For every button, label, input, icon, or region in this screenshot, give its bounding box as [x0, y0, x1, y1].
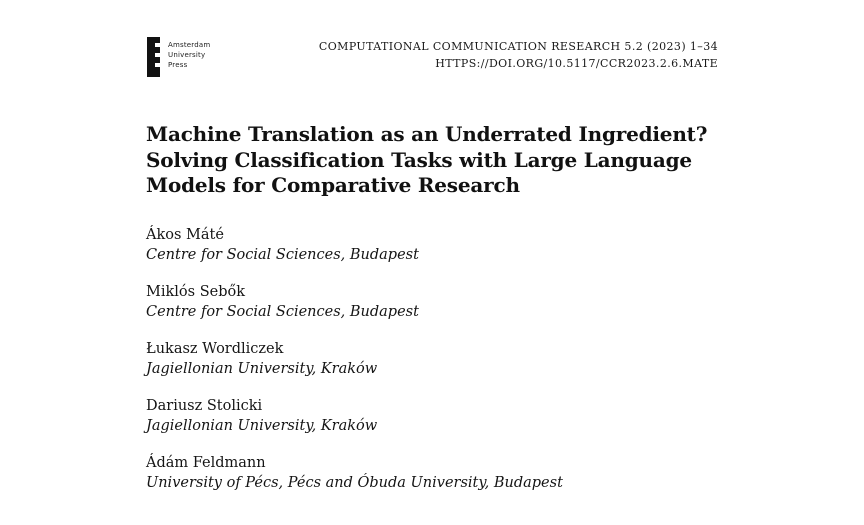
- author-list: [146, 225, 746, 510]
- author-affiliation: University of Pécs, Pécs and Óbuda University, Budapest: [146, 475, 563, 491]
- author-name: Miklós Sebők: [146, 284, 246, 300]
- title-line: Models for Comparative Research: [146, 173, 520, 197]
- author-name: Łukasz Wordliczek: [146, 341, 284, 357]
- publisher-line: University: [168, 51, 206, 59]
- publisher-line: Press: [168, 61, 188, 69]
- author-affiliation: Jagiellonian University, Kraków: [146, 418, 378, 434]
- publisher-logo: [147, 37, 210, 77]
- author-affiliation: Jagiellonian University, Kraków: [146, 361, 378, 377]
- author-entry: [146, 225, 746, 265]
- publisher-line: Amsterdam: [168, 41, 211, 49]
- author-name: Ákos Máté: [146, 227, 224, 243]
- paper-title: [146, 122, 746, 199]
- journal-header: [319, 38, 718, 72]
- author-affiliation: Centre for Social Sciences, Budapest: [146, 304, 419, 320]
- author-entry: [146, 339, 746, 379]
- author-entry: [146, 396, 746, 436]
- author-name: Dariusz Stolicki: [146, 398, 263, 414]
- title-line: Solving Classification Tasks with Large Language: [146, 147, 692, 172]
- journal-citation: COMPUTATIONAL COMMUNICATION RESEARCH 5.2 (2023) 1–34: [318, 40, 718, 53]
- author-affiliation: Centre for Social Sciences, Budapest: [146, 247, 419, 263]
- author-entry: [146, 282, 746, 322]
- author-entry: [146, 453, 746, 493]
- doi-link[interactable]: HTTPS://DOI.ORG/10.5117/CCR2023.2.6.MATE: [435, 57, 718, 70]
- publisher-name: [168, 40, 210, 70]
- title-line: Machine Translation as an Underrated Ingredient?: [146, 122, 708, 146]
- amsterdam-university-press-logo-icon: [147, 37, 160, 77]
- author-name: Ádám Feldmann: [146, 455, 266, 471]
